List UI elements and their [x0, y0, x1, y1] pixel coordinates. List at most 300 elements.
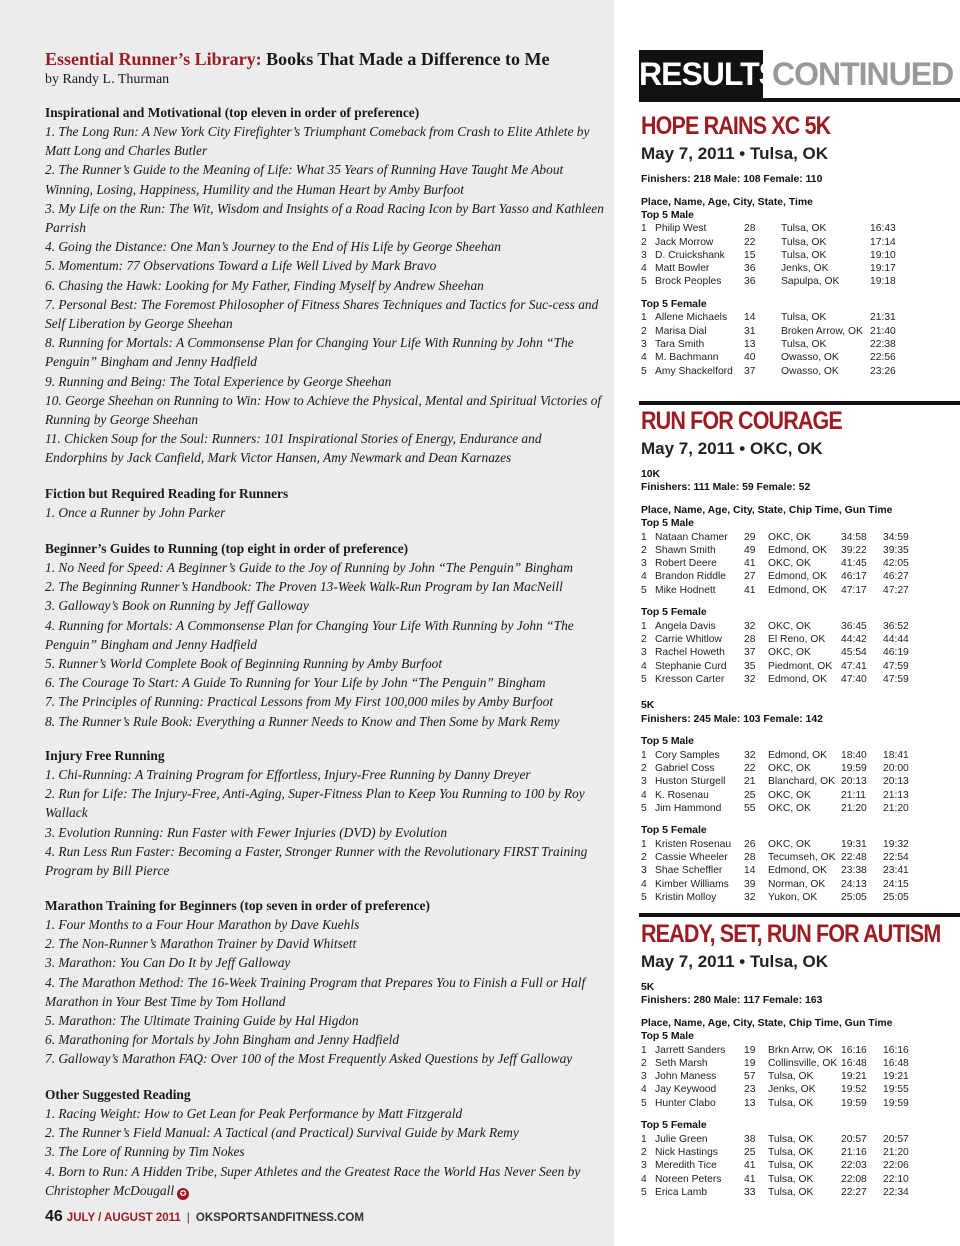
result-cell: 45:54: [841, 647, 867, 659]
result-cell: Kristen Rosenau: [655, 838, 732, 850]
book-entry: 1. Racing Weight: How to Get Lean for Peak Performance by Matt Fitzgerald: [45, 1106, 463, 1121]
result-cell: 1: [641, 312, 647, 324]
book-entry: 10. George Sheehan on Running to Win: How to Achieve the Physical, Mental and Spiritual Victories of Running by George Sheehan: [45, 392, 602, 427]
result-cell: 21:11: [841, 789, 867, 801]
book-entry: 1. Once a Runner by John Parker: [45, 505, 226, 520]
result-cell: 2: [641, 762, 647, 774]
result-cell: 20:57: [841, 1133, 867, 1145]
result-cell: 25: [744, 789, 756, 801]
result-cell: 41: [744, 1173, 756, 1185]
book-entry: 5. Runner’s World Complete Book of Beginning Running by Amby Burfoot: [45, 656, 443, 671]
result-cell: 22:48: [841, 852, 867, 864]
result-cell: Collinsville, OK: [768, 1057, 838, 1069]
book-entry: 3. My Life on the Run: The Wit, Wisdom and Insights of a Road Racing Icon by Bart Yasso and Kathleen Parrish: [45, 200, 604, 235]
result-cell: 57: [744, 1071, 756, 1083]
result-cell: Piedmont, OK: [768, 660, 833, 672]
result-cell: Tecumseh, OK: [768, 852, 836, 864]
result-cell: 21:20: [883, 802, 909, 814]
result-cell: Edmond, OK: [768, 865, 827, 877]
book-entry: 4. Running for Mortals: A Commonsense Plan for Changing Your Life With Running by John “The Penguin” Bingham and Jenny Hadfield: [45, 617, 574, 652]
result-cell: 23:38: [841, 865, 867, 877]
result-cell: 44:42: [841, 633, 867, 645]
result-cell: 28: [744, 633, 756, 645]
result-cell: 19:59: [883, 1097, 909, 1109]
race-distance: 5K: [641, 982, 655, 993]
result-cell: 16:48: [883, 1057, 909, 1069]
book-entry: 1. The Long Run: A New York City Firefighter’s Triumphant Comeback from Crash to Elite Athlete by Matt Long and Charles Butler: [45, 124, 590, 159]
book-entry: 2. The Beginning Runner’s Handbook: The Proven 13-Week Walk-Run Program by Ian MacNeill: [45, 579, 563, 595]
book-entry: 7. Personal Best: The Foremost Philosopher of Fitness Shares Techniques and Tactics for Suc-cess and Self Liberation by George Sheehan: [45, 296, 599, 331]
group-label: Top 5 Male: [641, 736, 694, 748]
result-cell: Julie Green: [655, 1133, 708, 1145]
result-cell: Nick Hastings: [655, 1146, 718, 1158]
result-cell: Blanchard, OK: [768, 776, 835, 788]
result-cell: Shawn Smith: [655, 544, 716, 556]
book-entry: 1. Four Months to a Four Hour Marathon by Dave Kuehls: [45, 917, 360, 932]
result-cell: 21:31: [870, 312, 896, 324]
result-cell: 5: [641, 365, 647, 377]
result-cell: 21:16: [841, 1146, 867, 1158]
result-cell: Rachel Howeth: [655, 647, 725, 659]
book-entry: 4. Born to Run: A Hidden Tribe, Super Athletes and the Greatest Race the World Has Never Seen by Christopher McDougall ✪: [45, 1163, 581, 1198]
result-cell: 19:59: [841, 762, 867, 774]
result-cell: 19:52: [841, 1084, 867, 1096]
book-entry: 3. Marathon: You Can Do It by Jeff Galloway: [45, 955, 291, 971]
group-label: Top 5 Female: [641, 825, 707, 837]
result-cell: OKC, OK: [768, 620, 811, 632]
result-cell: Tulsa, OK: [781, 338, 827, 350]
book-entry: 7. The Principles of Running: Practical Lessons from My First 100,000 miles by Amby Burfoot: [45, 694, 554, 710]
result-cell: 18:40: [841, 749, 867, 761]
result-cell: Erica Lamb: [655, 1186, 708, 1198]
result-cell: Cory Samples: [655, 749, 720, 761]
book-entry: 1. Chi-Running: A Training Program for Effortless, Injury-Free Running by Danny Dreyer: [45, 767, 531, 782]
group-label: Top 5 Female: [641, 299, 707, 311]
result-cell: 3: [641, 338, 647, 350]
result-cell: 44:44: [883, 633, 909, 645]
result-cell: D. Cruickshank: [655, 249, 725, 261]
section-heading: Marathon Training for Beginners (top seven in order of preference): [45, 898, 430, 913]
result-cell: OKC, OK: [768, 558, 811, 570]
group-label: Top 5 Male: [641, 1031, 694, 1043]
result-cell: 47:17: [841, 584, 867, 596]
result-cell: Edmond, OK: [768, 673, 827, 685]
result-cell: Tulsa, OK: [768, 1186, 814, 1198]
result-cell: OKC, OK: [768, 762, 811, 774]
result-cell: Nataan Chamer: [655, 531, 728, 543]
result-cell: 3: [641, 865, 647, 877]
result-cell: 23: [744, 1084, 756, 1096]
result-cell: 19:10: [870, 249, 896, 261]
result-cell: Tulsa, OK: [781, 223, 827, 235]
issue-date: JULY / AUGUST 2011: [66, 1212, 181, 1224]
result-cell: 16:16: [883, 1044, 909, 1056]
result-cell: 22: [744, 236, 756, 248]
result-cell: 22:34: [883, 1186, 909, 1198]
book-entry: 4. Run Less Run Faster: Becoming a Faster, Stronger Runner with the Revolutionary FIRST Training Program by Bill Pierce: [45, 843, 588, 878]
result-cell: Norman, OK: [768, 878, 826, 890]
race-date: May 7, 2011 • Tulsa, OK: [641, 144, 829, 163]
result-cell: K. Rosenau: [655, 789, 709, 801]
finisher-count: Finishers: 111 Male: 59 Female: 52: [641, 482, 811, 494]
result-cell: 24:13: [841, 878, 867, 890]
book-entry: 6. Chasing the Hawk: Looking for My Father, Finding Myself by Andrew Sheehan: [45, 277, 484, 293]
result-cell: 2: [641, 1146, 647, 1158]
result-cell: 19:21: [841, 1071, 867, 1083]
result-cell: 38: [744, 1133, 756, 1145]
result-cell: 25:05: [883, 891, 909, 903]
result-cell: 19:21: [883, 1071, 909, 1083]
result-cell: 32: [744, 673, 756, 685]
result-cell: 20:13: [883, 776, 909, 788]
result-cell: 46:17: [841, 571, 867, 583]
result-cell: 49: [744, 544, 756, 556]
byline: by Randy L. Thurman: [45, 72, 170, 87]
result-cell: 41: [744, 558, 756, 570]
book-entry: 3. Evolution Running: Run Faster with Fewer Injuries (DVD) by Evolution: [45, 824, 448, 840]
result-cell: Gabriel Coss: [655, 762, 715, 774]
group-label: Top 5 Female: [641, 607, 707, 619]
result-cell: Edmond, OK: [768, 571, 827, 583]
finisher-count: Finishers: 245 Male: 103 Female: 142: [641, 713, 823, 725]
race-distance: 5K: [641, 700, 655, 712]
result-cell: 13: [744, 1097, 756, 1109]
result-cell: Carrie Whitlow: [655, 633, 722, 645]
result-cell: Owasso, OK: [781, 365, 839, 377]
result-cell: 3: [641, 1071, 647, 1083]
result-cell: Jarrett Sanders: [655, 1044, 726, 1056]
group-label: Top 5 Male: [641, 518, 694, 530]
result-cell: 41:45: [841, 558, 867, 570]
result-cell: 29: [744, 531, 756, 543]
result-cell: 42:05: [883, 558, 909, 570]
end-mark-icon: ✪: [177, 1188, 189, 1200]
result-cell: OKC, OK: [768, 802, 811, 814]
race-title: RUN FOR COURAGE: [641, 407, 842, 435]
result-cell: 2: [641, 1057, 647, 1069]
result-cell: 41: [744, 584, 756, 596]
page-number: 46: [45, 1208, 63, 1225]
result-cell: Tulsa, OK: [781, 236, 827, 248]
result-cell: Edmond, OK: [768, 544, 827, 556]
result-cell: 1: [641, 223, 647, 235]
book-entry: 5. Marathon: The Ultimate Training Guide by Hal Higdon: [45, 1013, 359, 1028]
website: OKSPORTSANDFITNESS.COM: [195, 1212, 364, 1224]
column-legend: Place, Name, Age, City, State, Time: [641, 196, 813, 208]
race-title: READY, SET, RUN FOR AUTISM: [641, 920, 941, 948]
result-cell: 28: [744, 223, 756, 235]
result-cell: 19:55: [883, 1084, 909, 1096]
result-cell: 17:14: [870, 236, 896, 248]
result-cell: 32: [744, 891, 756, 903]
book-entry: 3. Galloway’s Book on Running by Jeff Galloway: [45, 598, 309, 614]
result-cell: 5: [641, 276, 647, 288]
result-cell: 22:08: [841, 1173, 867, 1185]
result-cell: 3: [641, 249, 647, 261]
result-cell: 1: [641, 838, 647, 850]
result-cell: 19: [744, 1044, 756, 1056]
results-banner: RESULTS: [639, 50, 763, 98]
book-entry: 3. The Lore of Running by Tim Nokes: [45, 1144, 245, 1160]
article-title: [45, 48, 549, 70]
result-cell: Jenks, OK: [768, 1084, 816, 1096]
book-entry: 2. The Runner’s Guide to the Meaning of Life: What 35 Years of Running Have Taught Me About Winning, Losing, Happiness, Humility and the Human Heart by Amby Burfoot: [45, 162, 564, 197]
race-date: May 7, 2011 • OKC, OK: [641, 439, 823, 458]
result-cell: 4: [641, 352, 647, 364]
result-cell: Shae Scheffler: [655, 865, 723, 877]
race-title: HOPE RAINS XC 5K: [641, 112, 831, 140]
result-cell: Tulsa, OK: [768, 1146, 814, 1158]
result-cell: 3: [641, 558, 647, 570]
book-entry: 2. Run for Life: The Injury-Free, Anti-Aging, Super-Fitness Plan to Keep You Running to 100 by Roy Wallack: [45, 786, 585, 821]
result-cell: 37: [744, 647, 756, 659]
result-cell: 37: [744, 365, 756, 377]
result-cell: Noreen Peters: [655, 1173, 722, 1185]
group-label: Top 5 Male: [641, 209, 694, 221]
result-cell: 5: [641, 1186, 647, 1198]
result-cell: 47:59: [883, 673, 909, 685]
finisher-count: Finishers: 218 Male: 108 Female: 110: [641, 174, 823, 185]
results-continued-label: CONTINUED: [772, 56, 954, 92]
result-cell: Amy Shackelford: [655, 365, 733, 377]
result-cell: 28: [744, 852, 756, 864]
book-entry: 7. Galloway’s Marathon FAQ: Over 100 of the Most Frequently Asked Questions by Jeff Galloway: [45, 1051, 573, 1067]
result-cell: 23:26: [870, 365, 896, 377]
result-cell: 40: [744, 352, 756, 364]
section-heading: Inspirational and Motivational (top eleven in order of preference): [45, 105, 420, 120]
result-cell: 21:40: [870, 325, 896, 337]
result-cell: 18:41: [883, 749, 909, 761]
book-entry: 2. The Non-Runner’s Marathon Trainer by David Whitsett: [45, 936, 357, 952]
result-cell: 5: [641, 1097, 647, 1109]
result-cell: 24:15: [883, 878, 909, 890]
book-entry: 5. Momentum: 77 Observations Toward a Life Well Lived by Mark Bravo: [45, 258, 437, 274]
section-rule: [639, 98, 960, 102]
result-cell: 4: [641, 878, 647, 890]
result-cell: 46:19: [883, 647, 909, 659]
result-cell: Tulsa, OK: [781, 312, 827, 324]
result-cell: 25: [744, 1146, 756, 1158]
result-cell: 4: [641, 660, 647, 672]
result-cell: Meredith Tice: [655, 1160, 717, 1172]
result-cell: Tara Smith: [655, 338, 705, 350]
result-cell: 4: [641, 789, 647, 801]
section-heading: Injury Free Running: [45, 748, 165, 763]
result-cell: 4: [641, 263, 647, 275]
result-cell: 22:06: [883, 1160, 909, 1172]
result-cell: 47:27: [883, 584, 909, 596]
result-cell: Cassie Wheeler: [655, 852, 728, 864]
result-cell: Marisa Dial: [655, 325, 707, 337]
result-cell: 13: [744, 338, 756, 350]
result-cell: 55: [744, 802, 756, 814]
result-cell: 32: [744, 749, 756, 761]
result-cell: 21:13: [883, 789, 909, 801]
result-cell: 5: [641, 891, 647, 903]
book-entry: 11. Chicken Soup for the Soul: Runners: 101 Inspirational Stories of Energy, Endurance and Endorphins by Jack Canfield, Mark Victor Hansen, Amy Newmark and Dean Karnazes: [45, 431, 542, 466]
result-cell: Tulsa, OK: [768, 1071, 814, 1083]
result-cell: 22:03: [841, 1160, 867, 1172]
result-cell: 19:17: [870, 263, 896, 275]
result-cell: 20:57: [883, 1133, 909, 1145]
result-cell: Jenks, OK: [781, 263, 829, 275]
book-entry: 8. The Runner’s Rule Book: Everything a Runner Needs to Know and Then Some by Mark Remy: [45, 713, 560, 729]
result-cell: 19:18: [870, 276, 896, 288]
result-cell: 19:31: [841, 838, 867, 850]
result-cell: 4: [641, 571, 647, 583]
result-cell: OKC, OK: [768, 531, 811, 543]
result-cell: 22:27: [841, 1186, 867, 1198]
footer-separator: |: [186, 1210, 190, 1224]
result-cell: Brkn Arrw, OK: [768, 1044, 833, 1056]
result-cell: 39: [744, 878, 756, 890]
result-cell: 20:13: [841, 776, 867, 788]
result-cell: Tulsa, OK: [781, 249, 827, 261]
book-entry: 6. The Courage To Start: A Guide To Running for Your Life by John “The Penguin” Bingham: [45, 675, 546, 691]
result-cell: 21:20: [841, 802, 867, 814]
result-cell: 21:20: [883, 1146, 909, 1158]
result-cell: 5: [641, 584, 647, 596]
race-date: May 7, 2011 • Tulsa, OK: [641, 952, 829, 971]
result-cell: 2: [641, 325, 647, 337]
book-entry: 6. Marathoning for Mortals by John Bingham and Jenny Hadfield: [45, 1032, 400, 1048]
result-cell: 19:59: [841, 1097, 867, 1109]
result-cell: Kimber Williams: [655, 878, 729, 890]
result-cell: 33: [744, 1186, 756, 1198]
result-cell: 2: [641, 852, 647, 864]
result-cell: Huston Sturgell: [655, 776, 726, 788]
result-cell: 16:43: [870, 223, 896, 235]
result-cell: Edmond, OK: [768, 749, 827, 761]
result-cell: El Reno, OK: [768, 633, 826, 645]
result-cell: 26: [744, 838, 756, 850]
column-legend: Place, Name, Age, City, State, Chip Time, Gun Time: [641, 1017, 893, 1029]
result-cell: 47:41: [841, 660, 867, 672]
finisher-count: Finishers: 280 Male: 117 Female: 163: [641, 995, 823, 1007]
result-cell: 22:10: [883, 1173, 909, 1185]
result-cell: 36: [744, 276, 756, 288]
result-cell: 4: [641, 1173, 647, 1185]
result-cell: 46:27: [883, 571, 909, 583]
result-cell: Jay Keywood: [655, 1084, 717, 1096]
result-cell: 47:59: [883, 660, 909, 672]
result-cell: 2: [641, 633, 647, 645]
result-cell: 35: [744, 660, 756, 672]
section-rule: [639, 913, 960, 917]
result-cell: 5: [641, 802, 647, 814]
result-cell: Kristin Molloy: [655, 891, 717, 903]
book-entry: 9. Running and Being: The Total Experience by George Sheehan: [45, 373, 392, 389]
result-cell: Tulsa, OK: [768, 1133, 814, 1145]
article-title-subtitle: Books That Made a Difference to Me: [266, 49, 550, 69]
result-cell: Tulsa, OK: [768, 1160, 814, 1172]
result-cell: OKC, OK: [768, 838, 811, 850]
result-cell: Yukon, OK: [768, 891, 818, 903]
result-cell: Allene Michaels: [655, 312, 728, 324]
result-cell: Sapulpa, OK: [781, 276, 840, 288]
result-cell: 15: [744, 249, 756, 261]
result-cell: Brock Peoples: [655, 276, 722, 288]
result-cell: M. Bachmann: [655, 352, 719, 364]
result-cell: 23:41: [883, 865, 909, 877]
result-cell: 2: [641, 544, 647, 556]
result-cell: 3: [641, 1160, 647, 1172]
section-heading: Other Suggested Reading: [45, 1087, 191, 1102]
race-distance: 10K: [641, 469, 661, 480]
result-cell: 39:22: [841, 544, 867, 556]
result-cell: 36: [744, 263, 756, 275]
result-cell: 20:00: [883, 762, 909, 774]
result-cell: 22: [744, 762, 756, 774]
result-cell: OKC, OK: [768, 789, 811, 801]
result-cell: Brandon Riddle: [655, 571, 726, 583]
book-entry: 4. The Marathon Method: The 16-Week Training Program that Prepares You to Finish a Full or Half Marathon in Your Best Time by Tom Holland: [45, 974, 586, 1009]
result-cell: Matt Bowler: [655, 263, 710, 275]
result-cell: 5: [641, 673, 647, 685]
book-entry: 1. No Need for Speed: A Beginner’s Guide to the Joy of Running by John “The Penguin” Bingham: [45, 560, 573, 575]
book-entry: 2. The Runner’s Field Manual: A Tactical (and Practical) Survival Guide by Mark Remy: [45, 1125, 519, 1141]
result-cell: 14: [744, 865, 756, 877]
result-cell: 36:52: [883, 620, 909, 632]
result-cell: Mike Hodnett: [655, 584, 716, 596]
book-entry: 8. Running for Mortals: A Commonsense Plan for Changing Your Life With Running by John “The Penguin” Bingham and Jenny Hadfield: [45, 335, 574, 370]
page-footer: [45, 1207, 364, 1228]
result-cell: Tulsa, OK: [768, 1173, 814, 1185]
result-cell: 31: [744, 325, 756, 337]
result-cell: Jim Hammond: [655, 802, 722, 814]
result-cell: 1: [641, 1044, 647, 1056]
result-cell: OKC, OK: [768, 647, 811, 659]
result-cell: 39:35: [883, 544, 909, 556]
group-label: Top 5 Female: [641, 1120, 707, 1132]
result-cell: 16:16: [841, 1044, 867, 1056]
result-cell: 32: [744, 620, 756, 632]
result-cell: Edmond, OK: [768, 584, 827, 596]
result-cell: Robert Deere: [655, 558, 717, 570]
result-cell: Jack Morrow: [655, 236, 714, 248]
section-heading: Fiction but Required Reading for Runners: [45, 486, 289, 501]
column-legend: Place, Name, Age, City, State, Chip Time, Gun Time: [641, 504, 893, 516]
result-cell: 41: [744, 1160, 756, 1172]
result-cell: Philip West: [655, 223, 707, 235]
section-heading: Beginner’s Guides to Running (top eight in order of preference): [45, 541, 409, 556]
result-cell: Tulsa, OK: [768, 1097, 814, 1109]
result-cell: 1: [641, 620, 647, 632]
result-cell: 4: [641, 1084, 647, 1096]
result-cell: 34:59: [883, 531, 909, 543]
result-cell: Angela Davis: [655, 620, 716, 632]
result-cell: Broken Arrow, OK: [781, 325, 863, 337]
result-cell: 2: [641, 236, 647, 248]
result-cell: 19: [744, 1057, 756, 1069]
result-cell: 34:58: [841, 531, 867, 543]
result-cell: Stephanie Curd: [655, 660, 727, 672]
result-cell: 21: [744, 776, 756, 788]
result-cell: 27: [744, 571, 756, 583]
result-cell: 1: [641, 531, 647, 543]
result-cell: 3: [641, 776, 647, 788]
result-cell: 22:54: [883, 852, 909, 864]
result-cell: 14: [744, 312, 756, 324]
result-cell: 19:32: [883, 838, 909, 850]
result-cell: 22:56: [870, 352, 896, 364]
result-cell: 36:45: [841, 620, 867, 632]
result-cell: Kresson Carter: [655, 673, 725, 685]
result-cell: 25:05: [841, 891, 867, 903]
result-cell: John Maness: [655, 1071, 717, 1083]
result-cell: Seth Marsh: [655, 1057, 708, 1069]
result-cell: 3: [641, 647, 647, 659]
